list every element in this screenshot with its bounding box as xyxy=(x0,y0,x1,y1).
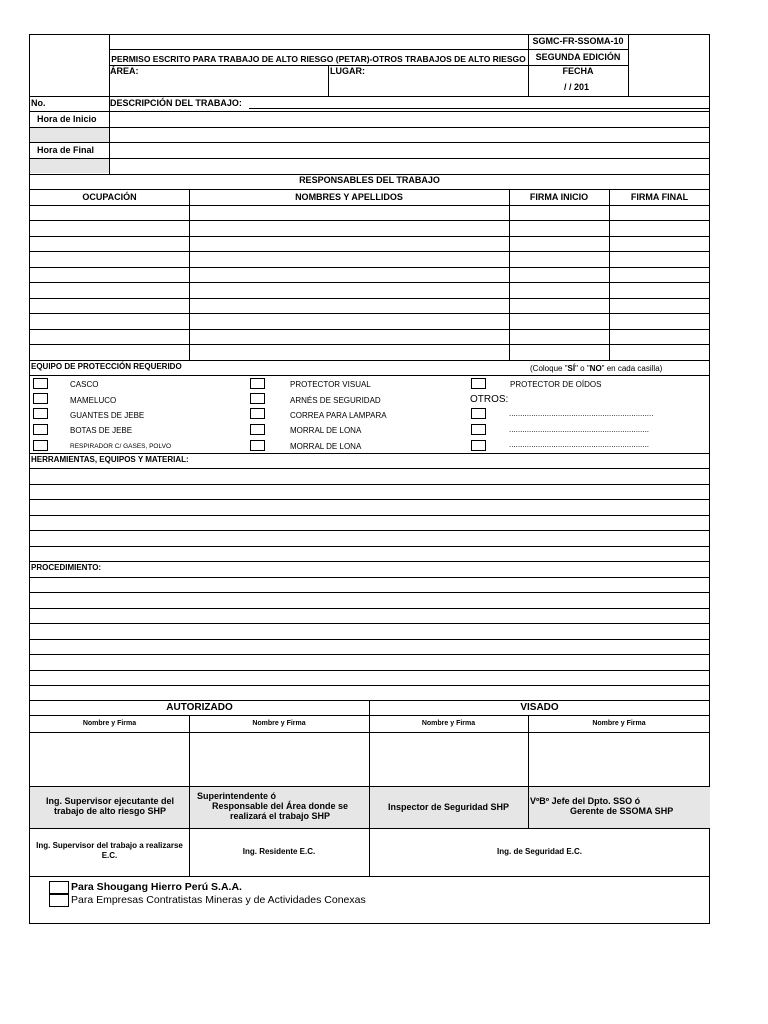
epp-otros-label: OTROS: xyxy=(470,394,509,405)
responsables-title: RESPONSABLES DEL TRABAJO xyxy=(299,175,440,185)
col-firma-inicio: FIRMA INICIO xyxy=(529,192,589,202)
area-label: ÁREA: xyxy=(110,66,139,76)
form-edition: SEGUNDA EDICIÓN xyxy=(535,52,621,62)
nombre-firma-3: Nombre y Firma xyxy=(421,720,476,727)
signature-box-2[interactable] xyxy=(190,733,368,785)
otros-line-1[interactable]: ................................................................. xyxy=(509,409,654,418)
epp-protector-visual-label: PROTECTOR VISUAL xyxy=(290,380,371,389)
epp-botas-label: BOTAS DE JEBE xyxy=(70,426,133,435)
epp-morral-1-label: MORRAL DE LONA xyxy=(290,426,362,435)
role-supervisor-shp: Ing. Supervisor ejecutante del trabajo de alto riesgo SHP xyxy=(45,796,175,816)
procedimiento-label: PROCEDIMIENTO: xyxy=(31,563,102,572)
checkbox-otros-3[interactable] xyxy=(471,440,486,451)
checkbox-respirador[interactable] xyxy=(33,440,48,451)
nombre-firma-2: Nombre y Firma xyxy=(252,720,306,727)
epp-title: EQUIPO DE PROTECCIÓN REQUERIDO xyxy=(31,362,182,371)
form-title: PERMISO ESCRITO PARA TRABAJO DE ALTO RIESGO (PETAR)-OTROS TRABAJOS DE ALTO RIESGO xyxy=(111,54,526,64)
checkbox-shougang[interactable] xyxy=(49,881,69,894)
epp-respirador-label: RESPIRADOR C/ GASES, POLVO xyxy=(70,443,172,450)
visado-header: VISADO xyxy=(520,702,559,713)
epp-guantes-label: GUANTES DE JEBE xyxy=(70,411,145,420)
signature-box-3[interactable] xyxy=(370,733,527,785)
lugar-label: LUGAR: xyxy=(330,66,365,76)
form-code: SGMC-FR-SSOMA-10 xyxy=(532,36,624,46)
role-inspector-shp: Inspector de Seguridad SHP xyxy=(387,802,510,812)
col-ocupacion: OCUPACIÓN xyxy=(82,192,137,202)
signature-box-1[interactable] xyxy=(31,733,188,785)
otros-line-2[interactable]: ............................................................... xyxy=(509,425,650,434)
autorizado-header: AUTORIZADO xyxy=(166,702,233,713)
checkbox-guantes[interactable] xyxy=(33,408,48,419)
checkbox-mameluco[interactable] xyxy=(33,393,48,404)
epp-casco-label: CASCO xyxy=(70,380,99,389)
col-nombres: NOMBRES Y APELLIDOS xyxy=(295,192,403,202)
checkbox-morral-1[interactable] xyxy=(250,424,265,435)
checkbox-otros-2[interactable] xyxy=(471,424,486,435)
role-jefe-sso: VºBº Jefe del Dpto. SSO ó xyxy=(530,796,641,806)
role-supervisor-ec: Ing. Supervisor del trabajo a realizarse E.C. xyxy=(36,841,183,860)
role-gerente-ssoma: Gerente de SSOMA SHP xyxy=(570,806,674,816)
checkbox-correa[interactable] xyxy=(250,408,265,419)
epp-mameluco-label: MAMELUCO xyxy=(70,396,117,405)
nombre-firma-1: Nombre y Firma xyxy=(82,720,137,727)
fecha-label: FECHA xyxy=(562,66,594,76)
checkbox-protector-oidos[interactable] xyxy=(471,378,486,389)
role-superintendente: Superintendente ó xyxy=(197,791,277,801)
herramientas-label: HERRAMIENTAS, EQUIPOS Y MATERIAL: xyxy=(31,455,189,464)
checkbox-protector-visual[interactable] xyxy=(250,378,265,389)
checkbox-contratistas[interactable] xyxy=(49,894,69,907)
role-responsable-area: Responsable del Área donde se realizará el trabajo SHP xyxy=(211,801,349,821)
checkbox-botas[interactable] xyxy=(33,424,48,435)
fecha-value[interactable]: / / 201 xyxy=(564,82,590,92)
option-contratistas-label: Para Empresas Contratistas Mineras y de Actividades Conexas xyxy=(71,894,366,906)
epp-instruction: (Coloque "SÍ" o "NO" en cada casilla) xyxy=(530,364,663,373)
hora-final-label: Hora de Final xyxy=(37,145,95,155)
epp-morral-2-label: MORRAL DE LONA xyxy=(290,442,362,451)
nombre-firma-4: Nombre y Firma xyxy=(592,720,646,727)
epp-arnes-label: ARNÉS DE SEGURIDAD xyxy=(290,396,381,405)
checkbox-arnes[interactable] xyxy=(250,393,265,404)
option-shougang-label: Para Shougang Hierro Perú S.A.A. xyxy=(71,881,242,893)
col-firma-final: FIRMA FINAL xyxy=(630,192,689,202)
epp-protector-oidos-label: PROTECTOR DE OÍDOS xyxy=(510,380,602,389)
no-label: No. xyxy=(31,98,46,108)
role-residente-ec: Ing. Residente E.C. xyxy=(242,847,316,856)
epp-correa-label: CORREA PARA LAMPARA xyxy=(290,411,387,420)
checkbox-casco[interactable] xyxy=(33,378,48,389)
signature-box-4[interactable] xyxy=(529,733,709,785)
checkbox-morral-2[interactable] xyxy=(250,440,265,451)
otros-line-3[interactable]: ............................................................... xyxy=(509,440,650,449)
checkbox-otros-1[interactable] xyxy=(471,408,486,419)
descripcion-label: DESCRIPCIÓN DEL TRABAJO: xyxy=(110,98,242,108)
role-seguridad-ec: Ing. de Seguridad E.C. xyxy=(497,847,582,856)
hora-inicio-label: Hora de Inicio xyxy=(37,114,97,124)
